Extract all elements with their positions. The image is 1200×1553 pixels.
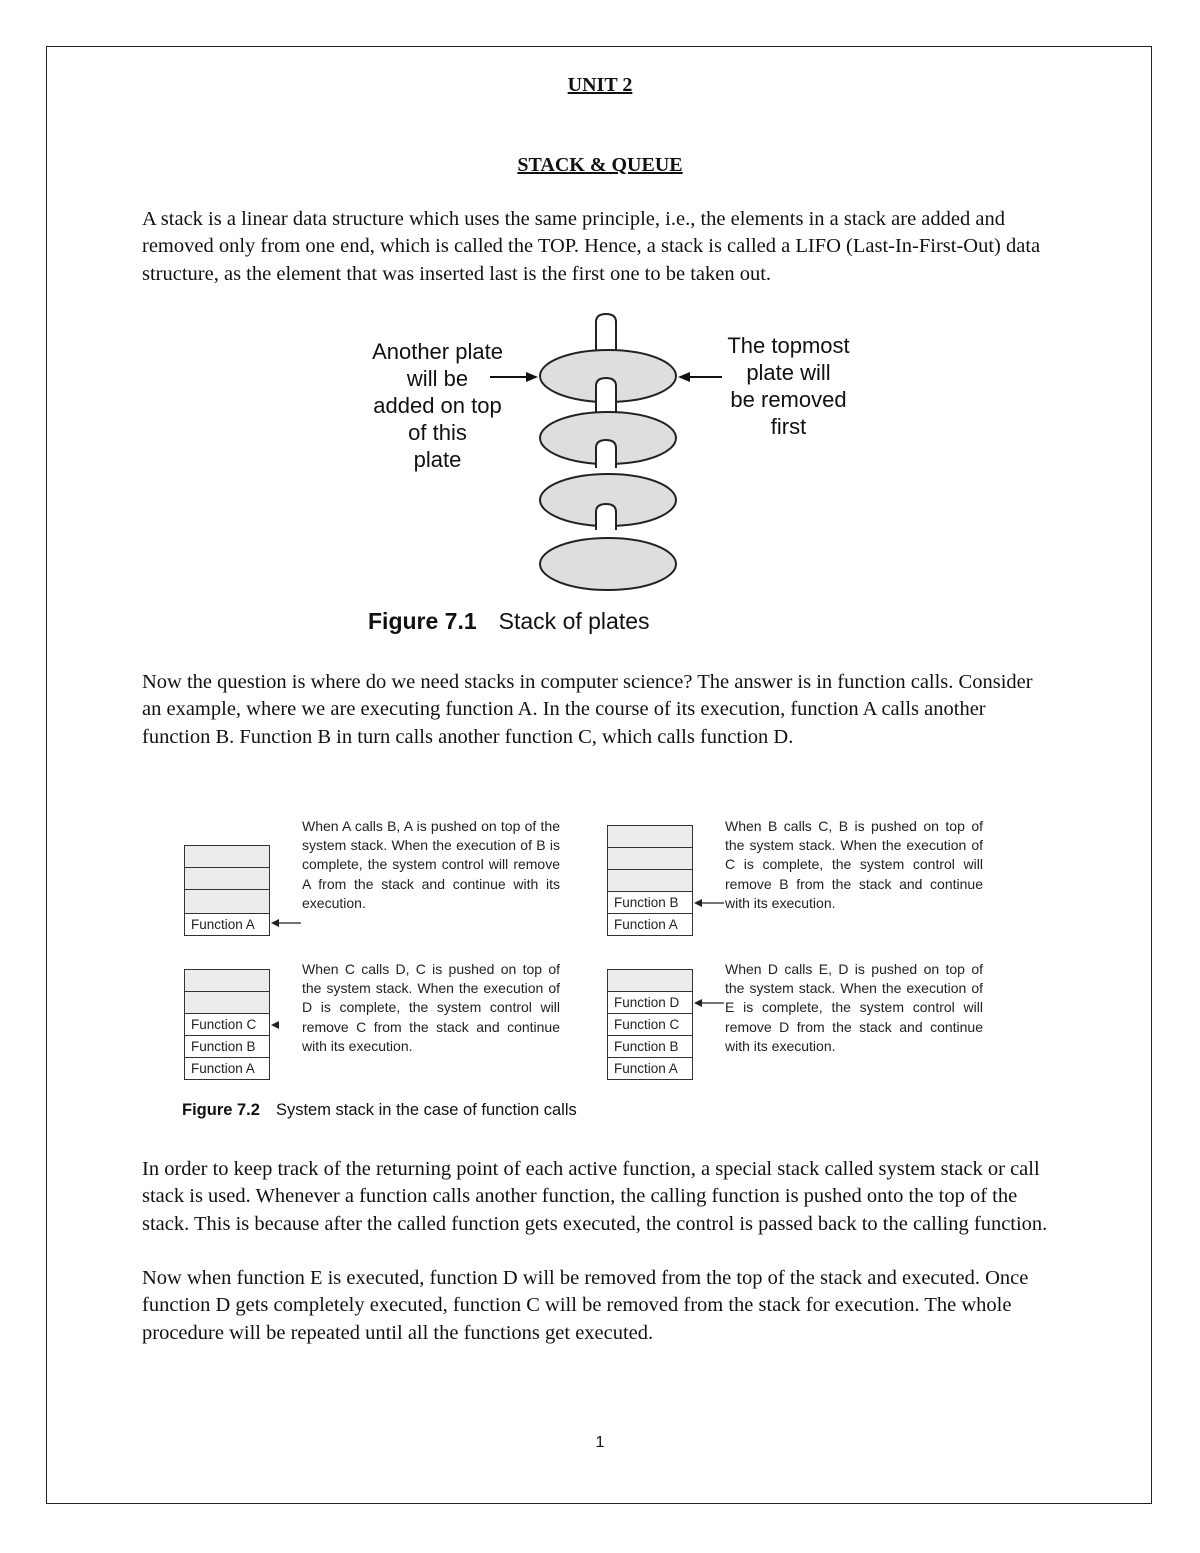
stack-empty-slot <box>185 868 269 890</box>
stack-empty-slot <box>608 848 692 870</box>
execution-paragraph: Now when function E is executed, function D will be removed from the top of the stack and executed. Once function D gets completely executed, function C will be removed from the stack for execution. The whole procedure will be repeated until all the functions get executed. <box>142 1267 1029 1344</box>
plate-4 <box>540 538 676 590</box>
figure-7-2-caption: Figure 7.2 System stack in the case of function calls <box>182 1101 577 1119</box>
stack-frame: Function A <box>185 914 269 936</box>
stack-description: When D calls E, D is pushed on top of the system stack. When the execution of E is complete, the system control will remove D from the stack and continue with its execution. <box>725 961 983 1054</box>
stack-frame: Function A <box>185 1058 269 1080</box>
system-stack-paragraph: In order to keep track of the returning point of each active function, a special stack called system stack or call stack is used. Whenever a function calls another function, the calling function is pushed onto the top of the stack. This is because after the called function gets executed, the control is passed back to the calling function. <box>142 1158 1048 1235</box>
stack-frame: Function C <box>185 1014 269 1036</box>
stack-empty-slot <box>185 992 269 1014</box>
stack-description: When C calls D, C is pushed on top of the system stack. When the execution of D is complete, the system control will remove C from the stack and continue with its execution. <box>302 961 560 1054</box>
intro-paragraph: A stack is a linear data structure which uses the same principle, i.e., the elements in a stack are added and removed only from one end, which is called the TOP. Hence, a stack is called a LIFO (Last-In-First-Out) data structure, as the element that was inserted last is the first one to be taken out. <box>142 208 1041 285</box>
stack-frame: Function A <box>608 914 692 936</box>
stack-empty-slot <box>608 870 692 892</box>
stack-empty-slot <box>185 846 269 868</box>
pointer-arrow-icon <box>271 1019 303 1031</box>
pointer-arrow-icon <box>694 997 726 1009</box>
remove-plate-label: The topmost plate will be removed first <box>727 333 850 439</box>
pointer-arrow-icon <box>271 917 303 929</box>
stack-frame: Function A <box>608 1058 692 1080</box>
stack-description: When A calls B, A is pushed on top of the system stack. When the execution of B is complete, the system control will remove A from the stack and continue with its execution. <box>302 818 560 911</box>
stack-box <box>184 845 270 936</box>
function-calls-paragraph: Now the question is where do we need stacks in computer science? The answer is in function calls. Consider an example, where we are executing function A. In the course of its execution, function A calls another function B. Function B in turn calls another function C, which calls function D. <box>142 671 1033 748</box>
plate-stack-figure <box>0 0 1200 660</box>
stack-frame: Function D <box>608 992 692 1014</box>
arrow-out-icon <box>678 372 690 382</box>
page-number: 1 <box>595 1434 605 1451</box>
stack-box <box>607 969 693 1080</box>
stack-empty-slot <box>185 890 269 914</box>
add-plate-label: Another plate will be added on top of this plate <box>372 339 503 472</box>
stack-frame: Function B <box>185 1036 269 1058</box>
rod-seg-2 <box>596 378 616 404</box>
stack-empty-slot <box>608 826 692 848</box>
stack-frame: Function B <box>608 1036 692 1058</box>
section-title: STACK & QUEUE <box>517 154 683 176</box>
rod-seg-4 <box>596 504 616 528</box>
pointer-arrow-icon <box>694 897 726 909</box>
arrow-in-icon <box>526 372 538 382</box>
figure-7-1-caption: Figure 7.1 Stack of plates <box>368 608 650 634</box>
stack-empty-slot <box>185 970 269 992</box>
unit-title: UNIT 2 <box>567 74 633 96</box>
stack-frame: Function B <box>608 892 692 914</box>
rod-seg-3 <box>596 440 616 466</box>
stack-empty-slot <box>608 970 692 992</box>
stack-box <box>184 969 270 1080</box>
stack-box <box>607 825 693 936</box>
stack-description: When B calls C, B is pushed on top of the system stack. When the execution of C is complete, the system control will remove B from the stack and continue with its execution. <box>725 818 983 911</box>
stack-frame: Function C <box>608 1014 692 1036</box>
